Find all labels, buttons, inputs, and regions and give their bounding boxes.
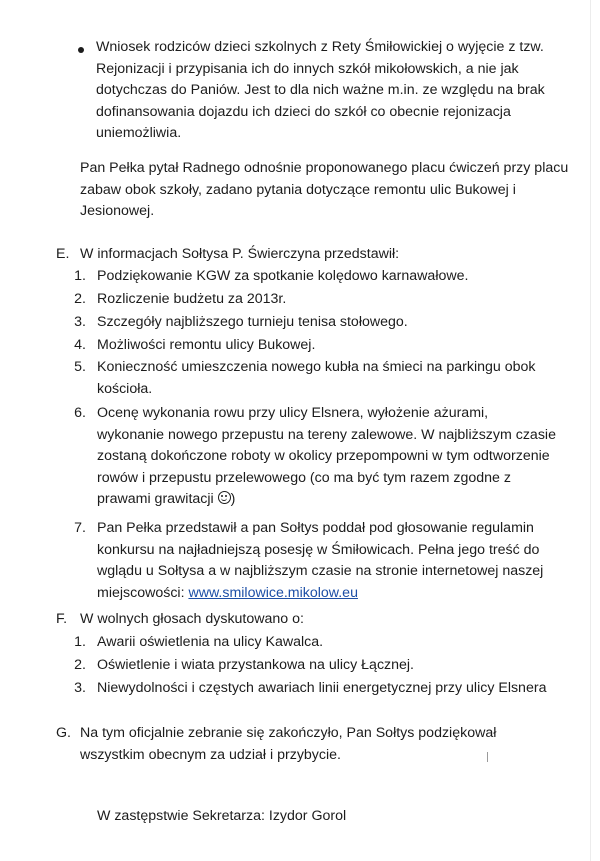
item-number: 3. xyxy=(74,680,86,696)
pen-mark xyxy=(487,752,488,762)
item-number: 5. xyxy=(74,359,86,375)
item-number: 1. xyxy=(74,634,86,650)
section-e-title: W informacjach Sołtysa P. Świerczyna przedstawił: xyxy=(80,246,400,262)
item-number: 3. xyxy=(74,314,86,330)
section-e-letter: E. xyxy=(56,246,70,262)
smiley-icon xyxy=(218,491,231,504)
signature-line: W zastępstwie Sekretarza: Izydor Gorol xyxy=(97,808,347,824)
bullet-text: Wniosek rodziców dzieci szkolnych z Rety Śmiłowickiej o wyjęcie z tzw. Rejonizacji i przypisania ich do innych szkół mikołowskich, a nie jak dotychczas do Paniów. Jest to dla nich ważne m.in. ze względu na brak dofinansowania dojazdu ich dzieci do szkół co obecnie rejonizacja uniemożliwia. xyxy=(96,39,545,141)
website-link[interactable]: www.smilowice.mikolow.eu xyxy=(188,584,358,601)
section-g-text: Na tym oficjalnie zebranie się zakończyło, Pan Sołtys podziękował wszystkim obecnym za udział i przybycie. xyxy=(80,725,497,763)
item-number: 2. xyxy=(74,657,86,673)
item-6-text: Ocenę wykonania rowu przy ulicy Elsnera, wyłożenie ażurami, wykonanie nowego przepustu na tereny zalewowe. W najbliższym czasie zostaną dokończone roboty w okolicy przepompowni w tym odtworzenie rowów i przepustu przelewowego (co ma być tym razem zgodne z prawami grawitacji xyxy=(97,405,556,507)
bullet-marker xyxy=(78,47,84,53)
list-item: Niewydolności i częstych awariach linii energetycznej przy ulicy Elsnera xyxy=(97,680,547,696)
item-number: 2. xyxy=(74,291,86,307)
list-item xyxy=(97,518,567,604)
list-item: Ocenę wykonania rowu przy ulicy Elsnera, wyłożenie ażurami, wykonanie nowego przepustu na tereny zalewowe. W najbliższym czasie zostaną dokończone roboty w okolicy przepompowni w tym odtworzenie rowów i przepustu przelewowego (co ma być tym razem zgodne z prawami grawitacji ) xyxy=(97,405,556,507)
scan-margin xyxy=(590,0,591,861)
list-item: Awarii oświetlenia na ulicy Kawalca. xyxy=(97,634,324,650)
list-item: Możliwości remontu ulicy Bukowej. xyxy=(97,337,316,353)
item-number: 7. xyxy=(74,520,86,536)
list-item: Rozliczenie budżetu za 2013r. xyxy=(97,291,287,307)
item-7-text: Pan Pełka przedstawił a pan Sołtys poddał pod głosowanie regulamin konkursu na najładniejszą posesję w Śmiłowicach. Pełna jego treść do wglądu u Sołtysa a w najbliższym czasie na stronie internetowej naszej miejscowości: xyxy=(97,520,544,601)
paragraph-text: Pan Pełka pytał Radnego odnośnie proponowanego placu ćwiczeń przy placu zabaw obok szkoły, zadano pytania dotyczące remontu ulic Bukowej i Jesionowej. xyxy=(80,160,569,219)
item-number: 6. xyxy=(74,405,86,421)
list-item: Oświetlenie i wiata przystankowa na ulicy Łącznej. xyxy=(97,657,415,673)
section-f-title: W wolnych głosach dyskutowano o: xyxy=(80,611,304,627)
section-g-letter: G. xyxy=(56,725,71,741)
item-number: 4. xyxy=(74,337,86,353)
list-item: Podziękowanie KGW za spotkanie kolędowo karnawałowe. xyxy=(97,268,469,284)
section-f-letter: F. xyxy=(56,611,68,627)
list-item: Konieczność umieszczenia nowego kubła na śmieci na parkingu obok kościoła. xyxy=(97,359,536,397)
list-item: Szczegóły najbliższego turnieju tenisa stołowego. xyxy=(97,314,408,330)
item-number: 1. xyxy=(74,268,86,284)
